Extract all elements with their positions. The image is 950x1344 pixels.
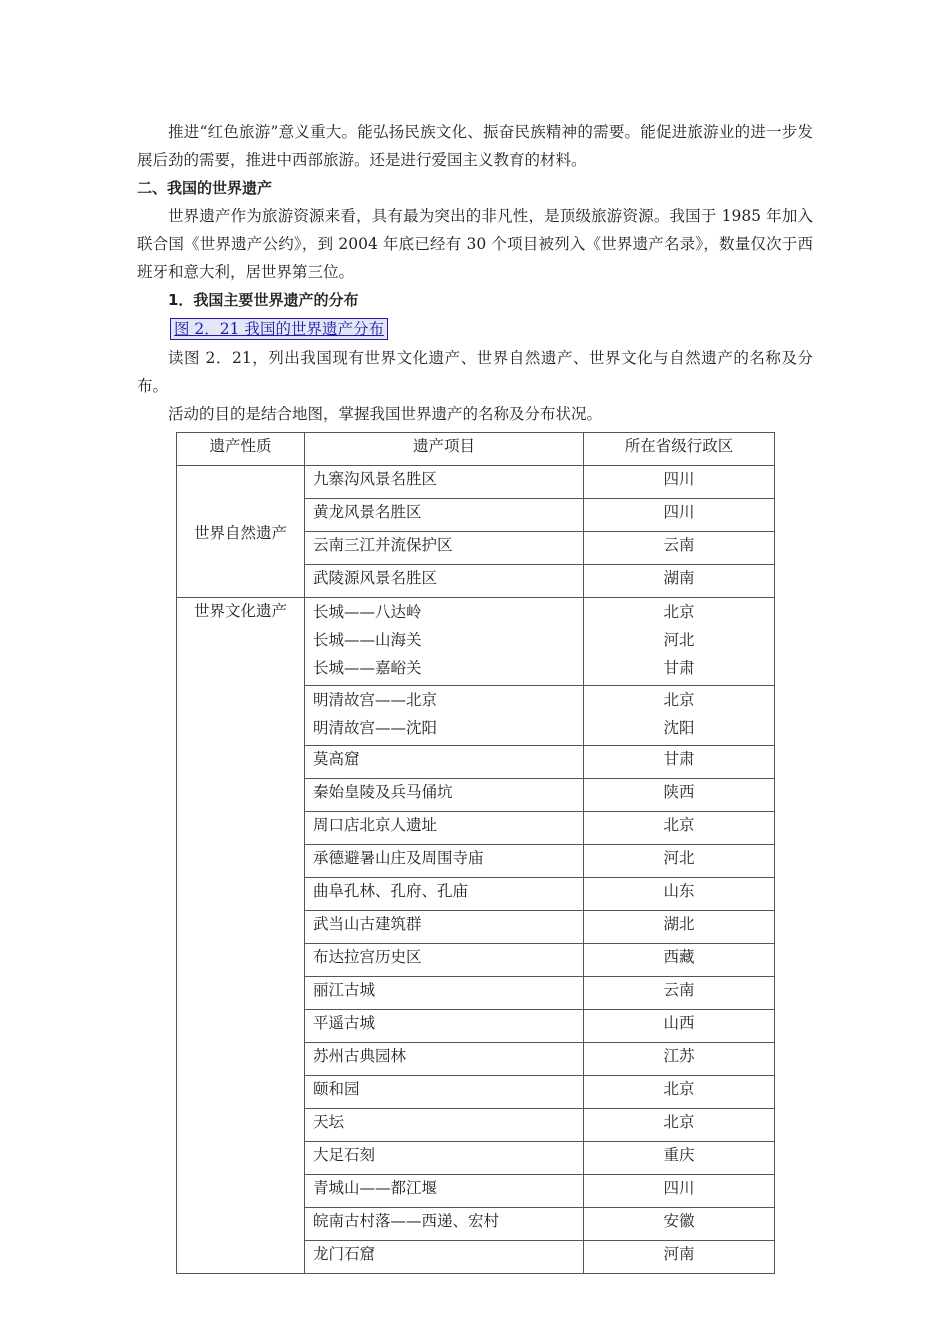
heritage-province: 重庆 [584, 1142, 775, 1175]
heritage-province: 湖北 [584, 911, 775, 944]
heritage-item: 颐和园 [305, 1076, 584, 1109]
category-natural: 世界自然遗产 [177, 466, 305, 598]
heritage-province: 北京 [584, 812, 775, 845]
heritage-province: 陕西 [584, 779, 775, 812]
header-nature: 遗产性质 [177, 433, 305, 466]
heritage-province: 云南 [584, 532, 775, 565]
heritage-item: 武陵源风景名胜区 [305, 565, 584, 598]
heritage-item: 九寨沟风景名胜区 [305, 466, 584, 499]
heritage-item: 布达拉宫历史区 [305, 944, 584, 977]
heritage-item: 平遥古城 [305, 1010, 584, 1043]
heritage-province: 云南 [584, 977, 775, 1010]
table-row [177, 466, 775, 499]
subheading: 1．我国主要世界遗产的分布 [168, 291, 359, 309]
heritage-item: 长城——嘉峪关 [313, 659, 422, 677]
heritage-table [176, 432, 775, 1274]
heritage-province: 甘肃 [584, 746, 775, 779]
header-item: 遗产项目 [305, 433, 584, 466]
figure-link[interactable]: 图 2．21 我国的世界遗产分布 [170, 318, 388, 340]
heritage-province: 四川 [584, 466, 775, 499]
heritage-item: 明清故宫——北京 [313, 691, 438, 709]
heritage-province: 安徽 [584, 1208, 775, 1241]
category-cultural: 世界文化遗产 [177, 598, 305, 1274]
heritage-item-group [305, 686, 584, 746]
heritage-item: 大足石刻 [305, 1142, 584, 1175]
reading-paragraph: 读图 2．21，列出我国现有世界文化遗产、世界自然遗产、世界文化与自然遗产的名称及分布。 [137, 349, 813, 395]
heritage-item: 莫高窟 [305, 746, 584, 779]
heritage-item: 长城——山海关 [313, 631, 422, 649]
heritage-item: 承德避暑山庄及周围寺庙 [305, 845, 584, 878]
intro-paragraph: 推进“红色旅游”意义重大。能弘扬民族文化、振奋民族精神的需要。能促进旅游业的进一步发展后劲的需要，推进中西部旅游。还是进行爱国主义教育的材料。 [137, 123, 813, 169]
heritage-province-group [584, 686, 775, 746]
heritage-item: 明清故宫——沈阳 [313, 719, 438, 737]
heritage-item: 龙门石窟 [305, 1241, 584, 1274]
heritage-province: 河北 [584, 845, 775, 878]
heritage-province-group [584, 598, 775, 686]
heritage-province: 北京 [584, 1076, 775, 1109]
header-province: 所在省级行政区 [584, 433, 775, 466]
table-row [177, 598, 775, 686]
heritage-province: 北京 [663, 691, 695, 709]
heritage-province: 北京 [584, 1109, 775, 1142]
heritage-province: 沈阳 [663, 719, 695, 737]
activity-paragraph: 活动的目的是结合地图，掌握我国世界遗产的名称及分布状况。 [168, 405, 603, 423]
heritage-province: 山东 [584, 878, 775, 911]
heritage-province: 河南 [584, 1241, 775, 1274]
heritage-item: 苏州古典园林 [305, 1043, 584, 1076]
heritage-item: 青城山——都江堰 [305, 1175, 584, 1208]
section-heading: 二、我国的世界遗产 [137, 179, 273, 197]
heritage-item: 长城——八达岭 [313, 603, 422, 621]
heritage-item: 丽江古城 [305, 977, 584, 1010]
heritage-province: 西藏 [584, 944, 775, 977]
heritage-item: 天坛 [305, 1109, 584, 1142]
heritage-item: 周口店北京人遗址 [305, 812, 584, 845]
heritage-province: 北京 [663, 603, 695, 621]
heritage-item: 皖南古村落——西递、宏村 [305, 1208, 584, 1241]
heritage-province: 四川 [584, 1175, 775, 1208]
heritage-province: 江苏 [584, 1043, 775, 1076]
heritage-province: 甘肃 [663, 659, 695, 677]
heritage-item: 云南三江并流保护区 [305, 532, 584, 565]
table-header-row [177, 433, 775, 466]
heritage-item: 曲阜孔林、孔府、孔庙 [305, 878, 584, 911]
heritage-province: 四川 [584, 499, 775, 532]
heritage-item: 秦始皇陵及兵马俑坑 [305, 779, 584, 812]
heritage-province: 河北 [663, 631, 695, 649]
heritage-item: 武当山古建筑群 [305, 911, 584, 944]
heritage-item-group [305, 598, 584, 686]
heritage-paragraph: 世界遗产作为旅游资源来看，具有最为突出的非凡性，是顶级旅游资源。我国于 1985 年加入联合国《世界遗产公约》，到 2004 年底已经有 30 个项目被列入《世界遗产名录》，数量仅次于西班牙和意大利，居世界第三位。 [137, 207, 813, 281]
heritage-item: 黄龙风景名胜区 [305, 499, 584, 532]
heritage-province: 山西 [584, 1010, 775, 1043]
heritage-province: 湖南 [584, 565, 775, 598]
